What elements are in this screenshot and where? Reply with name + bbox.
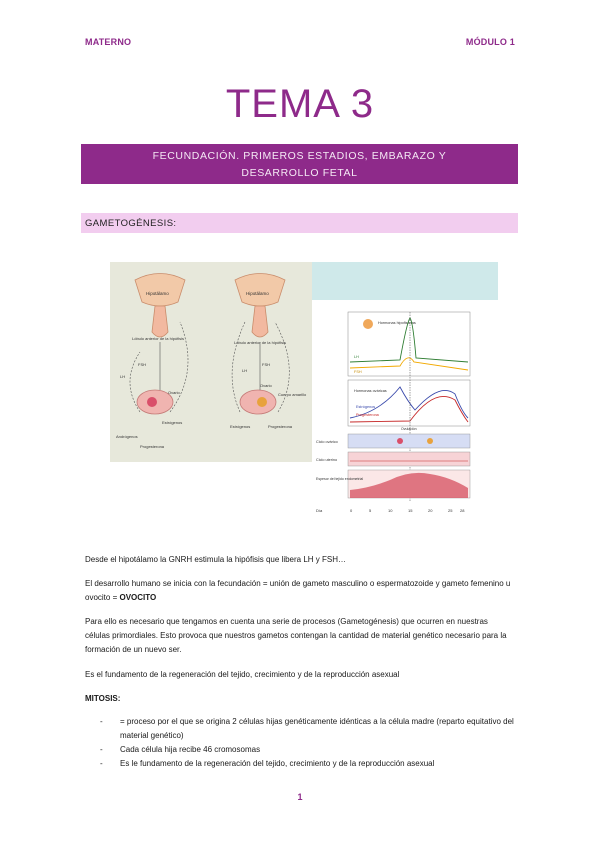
paragraph-fecundacion-text: El desarrollo humano se inicia con la fecundación = unión de gameto masculino o espermatozoide y gameto femenino u ovocito = [85,579,511,602]
mid-label-pituitary: Lóbulo anterior de la hipófisis [234,340,287,345]
graph-label-endometrium: Espesor del tejido endometrial [316,477,364,481]
mid-label-lh: LH [242,368,248,373]
day-tick-0: 0 [350,508,353,513]
day-tick-10: 10 [388,508,393,513]
ovarian-cycle-bar [348,434,470,448]
bullet-text: Cada célula hija recibe 46 cromosomas [120,745,261,754]
left-label-fsh: FSH [138,362,146,367]
day-tick-20: 20 [428,508,433,513]
left-label-ovary: Ovario [168,390,180,395]
mid-label-fsh: FSH [262,362,270,367]
paragraph-regeneration: Es el fundamento de la regeneración del tejido, crecimiento y de la reproducción asexual [85,670,400,679]
graph-label-progesterone: Progesterona [356,413,379,417]
left-pituitary-shape [152,306,168,337]
graph-label-ovarian-cycle: Ciclo ovárico [316,440,338,444]
left-hypothalamus-shape [135,274,185,307]
paragraph-gametogenesis: Para ello es necesario que tengamos en cuenta una serie de procesos (Gametogénesis) que ocurren en nuestras células primordiales. Esto provoca que nuestros gametos contengan la cantidad de material genético necesario para la formación de un nuevo ser. [85,617,507,654]
list-item [100,743,515,757]
corpus-luteum-icon [427,438,433,444]
left-label-androgens: Andrógenos [116,434,138,439]
mid-label-ovary: Ovario [260,383,272,388]
subtitle-banner [81,144,518,184]
mitosis-heading: MITOSIS: [85,694,121,703]
bullet-text: Es le fundamento de la regeneración del tejido, crecimiento y de la reproducción asexual [120,759,435,768]
mid-pituitary-shape [252,306,268,337]
graph-label-pituitary-hormones: Hormonas hipofisarias [378,321,416,325]
day-tick-15: 15 [408,508,413,513]
section-heading: GAMETOGÉNESIS: [81,213,518,233]
list-item [100,757,515,771]
paragraph-fecundacion-bold: OVOCITO [119,593,157,602]
page-number: 1 [297,792,303,802]
graph-label-uterine-cycle: Ciclo uterino [316,458,338,462]
graph-label-lh: LH [354,355,359,359]
page-title: TEMA 3 [225,82,375,126]
uterine-cycle-bar [348,452,470,466]
mid-label-corpus-luteum: Cuerpo amarillo [278,392,307,397]
day-tick-5: 5 [369,508,372,513]
bullet-dash: - [100,717,103,726]
graph-label-ovarian-hormones: Hormonas ováricas [354,389,387,393]
paragraph-gnrh: Desde el hipotálamo la GNRH estimula la hipófisis que libera LH y FSH… [85,555,346,564]
day-tick-28: 28 [460,508,465,513]
banner-line-1: FECUNDACIÓN. PRIMEROS ESTADIOS, EMBARAZO Y [152,150,447,162]
mid-label-progesterone: Progesterona [268,424,293,429]
left-label-pituitary: Lóbulo anterior de la hipófisis [132,336,185,341]
mid-label-hypothalamus: Hipotálamo [246,291,269,296]
banner-line-2: DESARROLLO FETAL [241,167,358,179]
day-tick-25: 25 [448,508,453,513]
figure-illustration [110,262,498,528]
mid-label-estrogens: Estrógenos [230,424,251,429]
left-label-progesterone: Progesterona [140,444,165,449]
left-follicle-shape [147,397,157,407]
list-item [100,715,515,743]
header-module-left: MATERNO [85,37,132,47]
graph-label-day: Día [316,508,323,513]
graph-label-fsh: FSH [354,370,362,374]
mid-corpus-luteum-shape [257,397,267,407]
follicle-icon [397,438,403,444]
paragraph-fecundacion [85,577,515,605]
graph-label-estrogens: Estrógenos [356,405,376,409]
bullet-dash: - [100,759,103,768]
mid-hypothalamus-shape [235,274,285,307]
mitosis-bullet-list [100,715,515,771]
hormonal-cycle-figure [110,262,498,528]
left-label-estrogens: Estrógenos [162,420,183,425]
left-label-lh: LH [120,374,126,379]
bullet-dash: - [100,745,103,754]
graph-label-ovulation: Ovulación [401,427,417,431]
header-module-right: MÓDULO 1 [465,37,515,47]
bullet-text: = proceso por el que se origina 2 células hijas genéticamente idénticas a la célula madre (reparto equitativo del material genético) [120,717,514,740]
pituitary-icon [363,319,373,329]
left-label-hypothalamus: Hipotálamo [146,291,169,296]
